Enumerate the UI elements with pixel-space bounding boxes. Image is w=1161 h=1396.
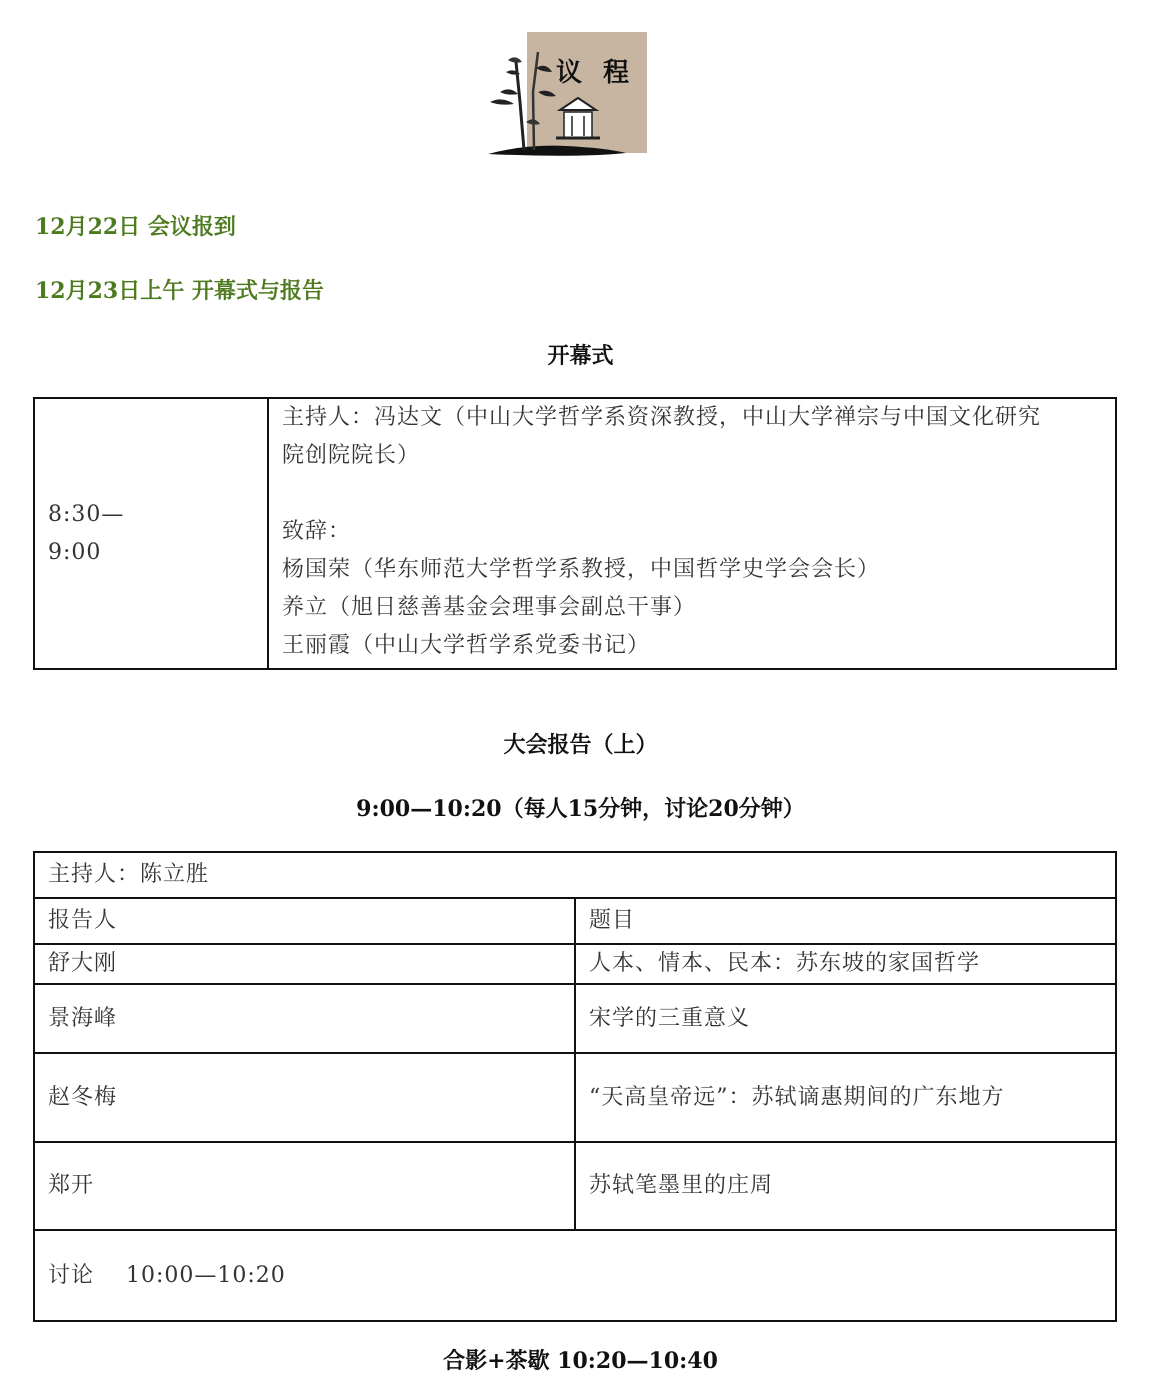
topic-cell: 苏轼笔墨里的庄周 [575,1142,1116,1230]
reporter-cell: 舒大刚 [34,944,575,984]
column-header-reporter: 报告人 [34,898,575,944]
topic-cell: 人本、情本、民本：苏东坡的家国哲学 [575,944,1116,984]
reporter-cell: 赵冬梅 [34,1053,575,1142]
agenda-header-badge [486,32,648,158]
table-row [34,1142,1116,1230]
opening-host-line1: 主持人：冯达文（中山大学哲学系资深教授，中山大学禅宗与中国文化研究 [282,405,1042,430]
speaker-item: 杨国荣（华东师范大学哲学系教授，中国哲学史学会会长） [282,557,881,582]
date-registration: 12月22日 会议报到 [35,214,236,240]
opening-time-start: 8:30— [48,501,125,527]
opening-time-end: 9:00 [48,539,102,565]
plenary-report-table [33,851,1117,1322]
topic-cell: “天高皇帝远”：苏轼谪惠期间的广东地方 [575,1053,1116,1142]
opening-content-cell [268,398,1116,669]
opening-time-cell [34,398,268,669]
plenary-host-cell: 主持人：陈立胜 [34,852,1116,898]
photo-tea-break: 合影+茶歇 10:20—10:40 [443,1348,718,1374]
speaker-item: 王丽霞（中山大学哲学系党委书记） [282,633,651,658]
reporter-cell: 景海峰 [34,984,575,1053]
reporter-cell: 郑开 [34,1142,575,1230]
speech-label: 致辞： [282,519,352,544]
opening-host-line2: 院创院院长） [282,443,421,468]
topic-cell: 宋学的三重意义 [575,984,1116,1053]
column-header-topic: 题目 [575,898,1116,944]
table-row [34,944,1116,984]
speaker-item: 养立（旭日慈善基金会理事会副总干事） [282,595,697,620]
opening-heading: 开幕式 [547,343,614,369]
table-row [34,984,1116,1053]
plenary-heading: 大会报告（上） [503,732,658,758]
agenda-title: 议 程 [556,58,636,88]
opening-ceremony-table [33,397,1117,670]
bamboo-pavilion-illustration [486,32,648,158]
plenary-subheading: 9:00—10:20（每人15分钟，讨论20分钟） [356,796,805,822]
table-row [34,1053,1116,1142]
discussion-cell: 讨论 10:00—10:20 [34,1230,1116,1321]
date-opening-morning: 12月23日上午 开幕式与报告 [35,278,324,304]
